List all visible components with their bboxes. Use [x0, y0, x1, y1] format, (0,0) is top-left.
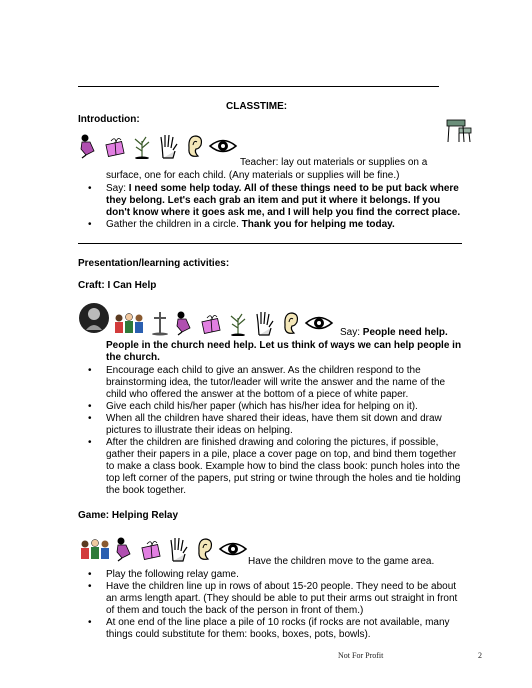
craft-icon-row: [78, 300, 334, 336]
bullet-line: the book together.: [106, 485, 187, 496]
hand-icon: [156, 133, 180, 159]
page-number: 2: [478, 651, 482, 660]
bullet-line: things could substitute for them: books, boxes, pots, bowls).: [106, 629, 371, 640]
game-icon-row: [78, 536, 248, 562]
plant-sprout-icon: [130, 133, 154, 159]
kneeling-child-icon: [174, 310, 198, 336]
group-of-children-icon: [112, 310, 146, 336]
presentation-label: Presentation/learning activities:: [78, 258, 230, 269]
craft-say-line-2: People in the church need help. Let us think of ways we can help people in: [106, 340, 462, 351]
craft-say-line-1: [340, 327, 448, 338]
list-item: [78, 617, 508, 641]
list-item: [78, 581, 508, 617]
school-desk-icon: [443, 116, 473, 144]
bullet-line: pictures to illustrate their ideas on helping.: [106, 425, 293, 436]
bullet-line: child who offered the answer at the bottom of a piece of white paper.: [106, 389, 409, 400]
say-text: Thank you for helping me today.: [241, 219, 395, 230]
bullet-line: • Have the children line up in rows of about 15-20 people. They need to be about: [106, 581, 457, 592]
list-item: [78, 401, 508, 413]
ear-icon: [182, 133, 206, 159]
list-item: [78, 413, 508, 437]
list-item: [78, 219, 498, 231]
bullet-line: • Encourage each child to give an answer. As the children respond to the: [106, 365, 421, 376]
eye-icon: [208, 133, 238, 159]
bullet-line: top left corner of the papers, put string or twine through the holes and tie holding: [106, 473, 461, 484]
list-item: [78, 183, 498, 219]
bullet-line: brainstorming idea, the tutor/leader will write the answer and the name of the: [106, 377, 446, 388]
hand-icon: [166, 536, 190, 562]
list-item: [78, 437, 508, 497]
bullet-line: • Play the following relay game.: [106, 569, 239, 580]
kneeling-child-icon: [114, 536, 138, 562]
bullet-line: to make a class book. Example how to bind the class book: punch holes into the: [106, 461, 461, 472]
instruction-text: Gather the children in a circle.: [106, 219, 242, 230]
ear-icon: [278, 310, 302, 336]
classtime-heading: CLASSTIME:: [226, 101, 288, 112]
introduction-label: Introduction:: [78, 114, 140, 125]
hand-icon: [252, 310, 276, 336]
group-of-children-icon: [78, 536, 112, 562]
say-prefix: Say:: [106, 183, 129, 194]
bullet-line: of them and touch the back of the person in front of them.): [106, 605, 364, 616]
list-item: [78, 365, 508, 401]
bullet-line: • At one end of the line place a pile of 10 rocks (if rocks are not available, many: [106, 617, 450, 628]
top-divider: [78, 86, 439, 87]
intro-icon-row: [78, 133, 238, 159]
say-text: they belong. Let's each grab an item and put it where it belongs. If you: [106, 195, 441, 206]
craft-label: Craft: I Can Help: [78, 280, 157, 291]
list-item: [78, 569, 508, 581]
say-prefix: Say:: [340, 327, 363, 338]
bullet-line: • When all the children have shared their ideas, have them sit down and draw: [106, 413, 442, 424]
bullet-line: an arms length apart. (They should be able to put their arms out straight in front: [106, 593, 458, 604]
plant-sprout-icon: [226, 310, 250, 336]
kneeling-child-icon: [78, 133, 102, 159]
eye-icon: [304, 310, 334, 336]
teacher-line-1: Teacher: lay out materials or supplies on a: [240, 157, 428, 168]
footer-text: Not For Profit: [338, 651, 384, 660]
section-divider: [78, 243, 462, 244]
craft-say-line-3: the church.: [106, 352, 160, 363]
ear-icon: [192, 536, 216, 562]
bullet-line: • After the children are finished drawing and coloring the pictures, if possible,: [106, 437, 439, 448]
praying-figure-icon: [78, 300, 110, 336]
gift-box-icon: [140, 536, 164, 562]
say-text: People need help.: [362, 327, 448, 338]
bullet-line: • Give each child his/her paper (which has his/her idea for helping on it).: [106, 401, 418, 412]
gift-box-icon: [104, 133, 128, 159]
cross-icon: [148, 310, 172, 336]
game-intro-line: Have the children move to the game area.: [248, 556, 435, 567]
bullet-line: gather their papers in a pile, place a cover page on top, and bind them together: [106, 449, 457, 460]
teacher-line-2: surface, one for each child. (Any materials or supplies will be fine.): [106, 170, 400, 181]
intro-bullets: [78, 183, 498, 231]
craft-bullets: [78, 365, 508, 497]
say-text: I need some help today. All of these things need to be put back where: [128, 183, 459, 194]
eye-icon: [218, 536, 248, 562]
game-bullets: [78, 569, 508, 641]
game-label: Game: Helping Relay: [78, 510, 179, 521]
gift-box-icon: [200, 310, 224, 336]
say-text: don't know where it goes ask me, and I will help you find the correct place.: [106, 207, 461, 218]
